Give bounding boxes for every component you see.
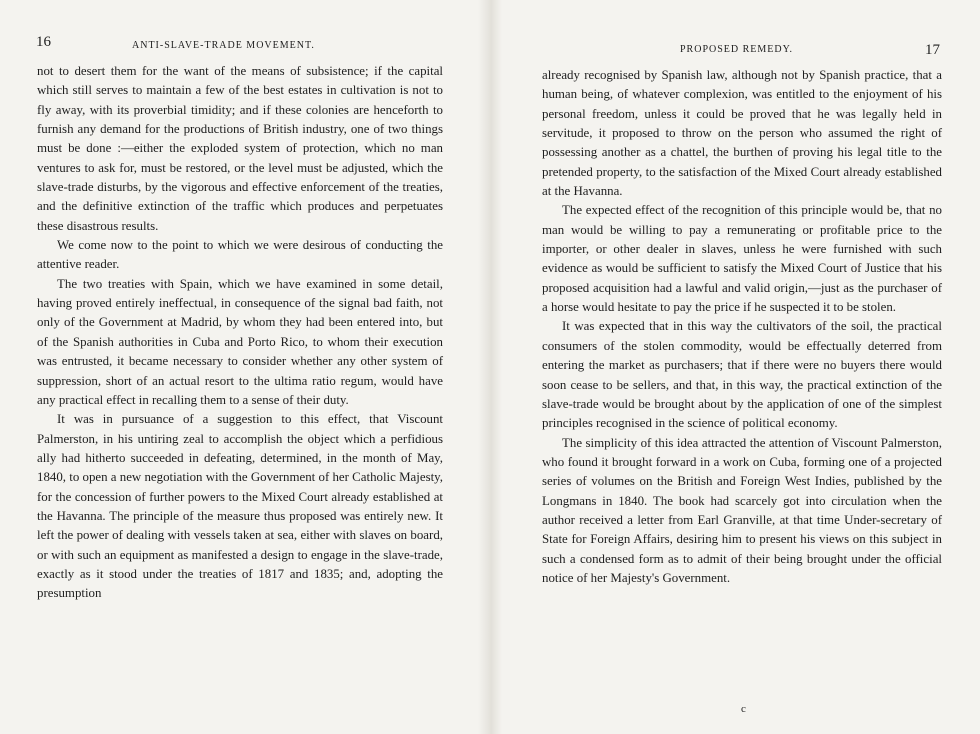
signature-mark: c [741, 703, 746, 715]
paragraph: We come now to the point to which we were desirous of conducting the attentive reader. [37, 238, 443, 272]
right-page-number: 17 [925, 42, 940, 58]
left-page [0, 0, 480, 734]
paragraph: The expected effect of the recognition of this principle would be, that no man would be willing to pay a remunerating or profitable price to the importer, or other dealer in slaves, unless he were furnished with such evidence as would be sufficient to satisfy the Mixed Court of Justice that his proposed acquisition had a lawful and valid origin,—just as the purchaser of a horse would hesitate to pay the price if he suspected it to be stolen. [542, 203, 942, 315]
right-page [500, 0, 980, 734]
paragraph: It was expected that in this way the cultivators of the soil, the practical consumers of the stolen commodity, would be effectually deterred from entering the market as purchasers; that if there were no buyers there would soon cease to be sellers, and that, in this way, the practical extinction of the slave-trade would be brought about by the application of one of the simplest principles recognised in the science of political economy. [542, 319, 942, 431]
book-gutter [478, 0, 502, 734]
left-page-number: 16 [36, 34, 51, 50]
left-page-body [37, 62, 443, 604]
left-running-head: ANTI-SLAVE-TRADE MOVEMENT. [132, 40, 315, 51]
right-page-body [542, 66, 942, 588]
paragraph: It was in pursuance of a suggestion to this effect, that Viscount Palmerston, in his untiring zeal to accomplish the object which a perfidious ally had hitherto succeeded in defeating, determined, in the month of May, 1840, to open a new negotiation with the Government of her Catholic Majesty, for the concession of further powers to the Mixed Court already established at the Havanna. The principle of the measure thus proposed was entirely new. It left the power of dealing with vessels taken at sea, either with slaves on board, or with such an equipment as manifested a design to engage in the slave-trade, exactly as it stood under the treaties of 1817 and 1835; and, adopting the presumption [37, 412, 443, 601]
paragraph: already recognised by Spanish law, although not by Spanish practice, that a human being, of whatever complexion, was entitled to the enjoyment of his personal freedom, unless it could be proved that he was legally held in servitude, it proposed to throw on the person who assumed the right of possessing another as a chattel, the burthen of proving his legal title to the pretended property, to the satisfaction of the Mixed Court already established at the Havanna. [542, 68, 942, 199]
paragraph: not to desert them for the want of the means of subsistence; if the capital which still serves to maintain a few of the best estates in cultivation is not to fly away, with its proverbial timidity; and if these colonies are henceforth to furnish any demand for the productions of British industry, one of two things must be done :—either the exploded system of protection, which no man ventures to ask for, must be restored, or the level must be adjusted, which the slave-trade disturbs, by the vigorous and effective enforcement of the treaties, and the definitive extinction of the traffic which produces and perpetuates these disastrous results. [37, 64, 443, 233]
paragraph: The simplicity of this idea attracted the attention of Viscount Palmerston, who found it brought forward in a work on Cuba, forming one of a projected series of volumes on the British and Foreign West Indies, published by the Longmans in 1840. The book had scarcely got into circulation when the author received a letter from Earl Granville, at that time Under-secretary of State for Foreign Affairs, desiring him to present his views on this subject in such a condensed form as to admit of their being brought under the official notice of her Majesty's Government. [542, 435, 942, 585]
paragraph: The two treaties with Spain, which we have examined in some detail, having proved entirely ineffectual, in consequence of the signal bad faith, not only of the Government at Madrid, by whom they had been entered into, but of the Spanish authorities in Cuba and Porto Rico, to whom their execution was entrusted, it became necessary to consider whether any other system of suppression, short of an actual resort to the ultima ratio regum, would have any practical effect in recalling them to a sense of their duty. [37, 276, 443, 407]
right-running-head: PROPOSED REMEDY. [680, 44, 794, 55]
